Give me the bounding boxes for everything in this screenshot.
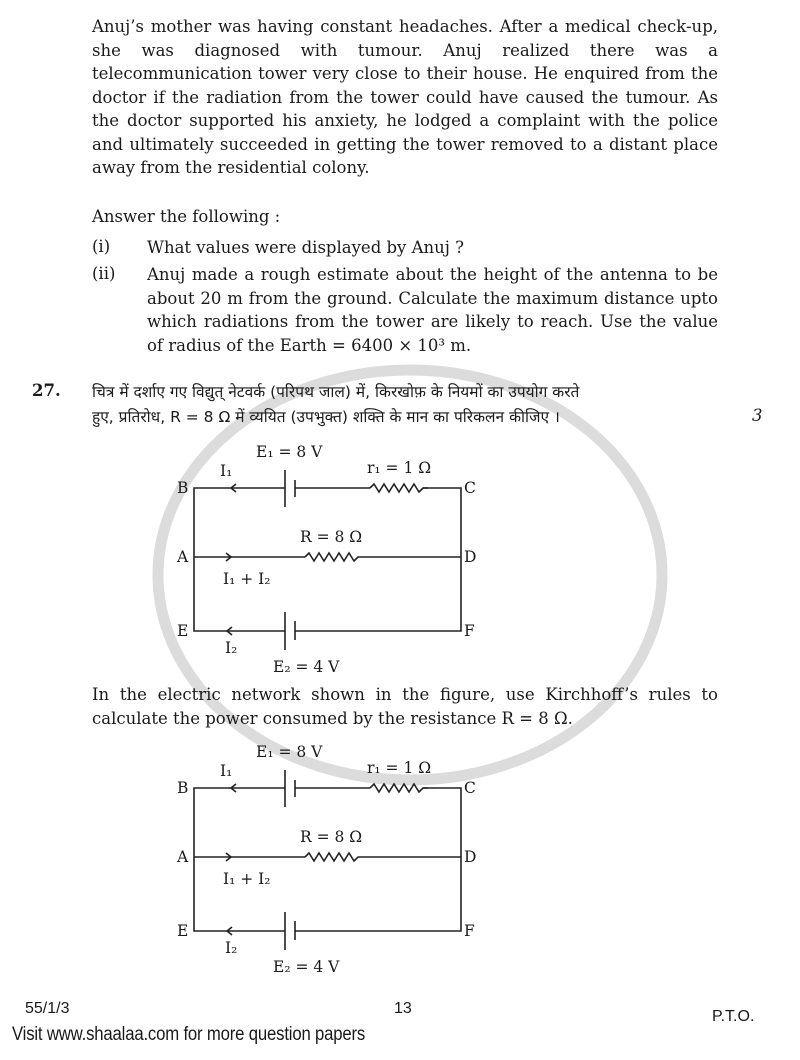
part-text: Anuj made a rough estimate about the height of the antenna to be [147, 265, 718, 284]
question-marks: 3 [752, 406, 763, 425]
label-r: R = 8 Ω [300, 828, 363, 846]
label-e2: E₂ = 4 V [273, 658, 340, 676]
node-b: B [177, 479, 189, 497]
part-text: of radius of the Earth = 6400 × 10³ m. [147, 336, 472, 355]
label-i2: I₂ [225, 639, 238, 657]
label-r: R = 8 Ω [300, 528, 363, 546]
node-c: C [464, 779, 476, 797]
question-hindi-line: चित्र में दर्शाए गए विद्युत् नेटवर्क (परिपथ जाल) में, किरखोफ़ के नियमों का उपयोग करते [92, 383, 580, 401]
circuit-diagram-english [160, 740, 500, 980]
node-d: D [464, 548, 477, 566]
node-a: A [177, 548, 189, 566]
circuit-wires [160, 440, 500, 680]
paper-code: 55/1/3 [25, 1000, 70, 1017]
resistor-r1 [370, 484, 428, 492]
node-d: D [464, 848, 477, 866]
resistor-r [305, 853, 461, 861]
node-a: A [177, 848, 189, 866]
passage-line: and ultimately succeeded in getting the tower removed to a distant place [92, 135, 718, 154]
part-text: about 20 m from the ground. Calculate the maximum distance upto [147, 289, 718, 308]
passage-line: she was diagnosed with tumour. Anuj realized there was a [92, 41, 718, 60]
passage-line: doctor if the radiation from the tower could have caused the tumour. As [92, 88, 718, 107]
node-b: B [177, 779, 189, 797]
label-i1: I₁ [220, 462, 233, 480]
part-text: What values were displayed by Anuj ? [147, 238, 465, 257]
circuit-diagram-hindi [160, 440, 500, 680]
part-number: (ii) [92, 264, 116, 283]
node-f: F [464, 622, 475, 640]
pto-label: P.T.O. [712, 1008, 755, 1025]
resistor-r1 [370, 784, 428, 792]
label-e2: E₂ = 4 V [273, 958, 340, 976]
question-english-line: calculate the power consumed by the resistance R = 8 Ω. [92, 709, 573, 728]
label-i2: I₂ [225, 939, 238, 957]
label-i1-plus-i2: I₁ + I₂ [223, 870, 271, 888]
question-hindi-line: हुए, प्रतिरोध, R = 8 Ω में व्ययित (उपभुक्त) शक्ति के मान का परिकलन कीजिए । [92, 408, 560, 426]
visit-link[interactable]: Visit www.shaalaa.com for more question papers [12, 1024, 366, 1045]
question-number: 27. [32, 381, 61, 400]
label-e1: E₁ = 8 V [256, 443, 323, 461]
label-e1: E₁ = 8 V [256, 743, 323, 761]
passage-line: Anuj’s mother was having constant headaches. After a medical check-up, [92, 17, 718, 36]
label-r1: r₁ = 1 Ω [367, 459, 432, 477]
node-e: E [177, 922, 189, 940]
node-f: F [464, 922, 475, 940]
answer-prompt: Answer the following : [92, 207, 281, 226]
passage-line: the doctor supported his anxiety, he lodged a complaint with the police [92, 111, 718, 130]
label-i1: I₁ [220, 762, 233, 780]
circuit-wires [160, 740, 500, 980]
part-text: which radiations from the tower are likely to reach. Use the value [147, 312, 718, 331]
page-number: 13 [394, 1000, 412, 1017]
question-english-line: In the electric network shown in the figure, use Kirchhoff’s rules to [92, 685, 718, 704]
passage-line: away from the residential colony. [92, 158, 370, 177]
label-r1: r₁ = 1 Ω [367, 759, 432, 777]
node-c: C [464, 479, 476, 497]
part-number: (i) [92, 237, 111, 256]
resistor-r [305, 553, 461, 561]
label-i1-plus-i2: I₁ + I₂ [223, 570, 271, 588]
passage-line: telecommunication tower very close to their house. He enquired from the [92, 64, 718, 83]
node-e: E [177, 622, 189, 640]
